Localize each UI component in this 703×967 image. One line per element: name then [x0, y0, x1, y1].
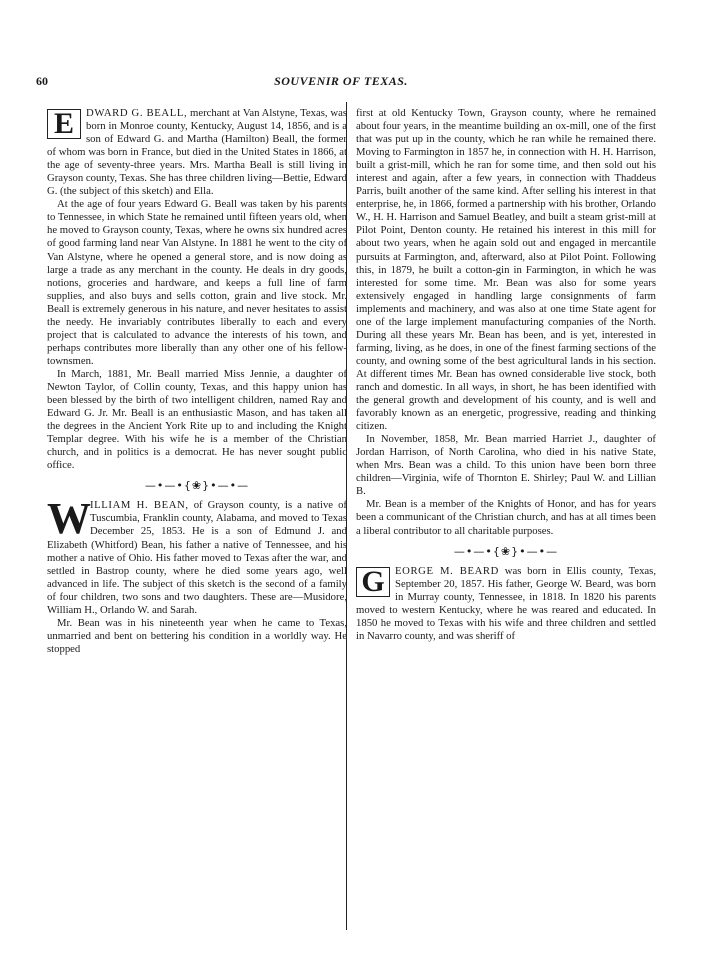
- bean-name: ILLIAM H. BEAN,: [90, 499, 189, 512]
- section-ornament-2: —•—•{❀}•—•—: [453, 544, 559, 558]
- page-header: [36, 74, 646, 92]
- right-column: [356, 107, 656, 643]
- dropcap-w: W: [47, 494, 91, 544]
- beall-name: DWARD G. BEALL,: [86, 107, 188, 119]
- beall-text-1: merchant at Van Alstyne, Texas, was born in Monroe county, Kentucky, August 14, 1856, and is a son of Edward G. and Martha (Hamilton) Beall, the former of whom was born in France, but died in the United States in 1866, at the age of seventy-three years. Mrs. Martha Beall is still living in Grayson county, Texas. She has three children living—Bettie, Edward G. (the subject of this sketch) and Ella.: [47, 107, 347, 198]
- running-title: SOUVENIR OF TEXAS.: [274, 74, 408, 88]
- beard-biography: [356, 565, 656, 643]
- dropcap-g: G: [356, 567, 390, 597]
- bean-paragraph-4: In November, 1858, Mr. Bean married Harriet J., daughter of Jordan Harrison, of North Carolina, who died in his native State, when Mrs. Bean was a child. To this union have been born three children—Virginia, wife of Thornton E. Shirley; Paul W. and Lillian B.: [356, 433, 656, 498]
- bean-text-1: of Grayson county, is a native of Tuscumbia, Franklin county, Alabama, and moved to Texas December 25, 1853. He is a son of Edmund J. and Elizabeth (Whitford) Bean, his father a native of Tennessee, and his mother a native of Ohio. His father moved to Texas after the war, and settled in Bastrop county, where he died some years ago, well advanced in life. The subject of this sketch is the second of a family of four children, two sons and two daughters. These are—Musidore, William H., Orlando W. and Sarah.: [47, 499, 347, 616]
- beall-paragraph-1: [47, 107, 347, 198]
- bean-biography-continued: [356, 107, 656, 538]
- beall-biography: [47, 107, 347, 472]
- beall-paragraph-2: At the age of four years Edward G. Beall was taken by his parents to Tennessee, in which State he remained until fifteen years old, when he moved to Grayson county, Texas, where he owns six hundred acres of good farming land near Van Alstyne. In 1881 he went to the city of Van Alstyne, where he opened a general store, and is now doing as large a trade as any merchant in the county. He deals in dry goods, notions, groceries and hardware, and keeps a full line of farm supplies, and also buys and sells cotton, grain and live stock. Mr. Beall is extremely generous in his nature, and never hesitates to assist the needy. He invariably contributes liberally to each and every project that is calculated to advance the interests of his town, and perhaps contributes more liberally than any other one of his fellow-townsmen.: [47, 198, 347, 367]
- bean-biography: [47, 494, 347, 656]
- dropcap-e: E: [47, 109, 81, 139]
- bean-paragraph-5: Mr. Bean is a member of the Knights of Honor, and has for years been a communicant of the Christian church, and has at all times been a liberal contributor to all charitable purposes.: [356, 498, 656, 537]
- beard-name: EORGE M. BEARD: [395, 564, 499, 577]
- beard-text-1: was born in Ellis county, Texas, September 20, 1857. His father, George W. Beard, was born in Murray county, Tennessee, in 1818. In 1820 his parents moved to western Kentucky, where he was reared and educated. In 1850 he moved to Texas with his wife and three children and settled in Navarro county, and was sheriff of: [356, 564, 657, 642]
- beall-paragraph-3: In March, 1881, Mr. Beall married Miss Jennie, a daughter of Newton Taylor, of Collin county, Texas, and this happy union has been blessed by the birth of two intelligent children, named Ray and Edward G. Jr. Mr. Beall is an enthusiastic Mason, and has taken all the degrees in the Ancient York Rite up to and including the Knight Templar degree. With his wife he is a member of the Christian church, and in politics is a democrat. He has never sought public office.: [47, 367, 347, 472]
- page-number: 60: [36, 74, 48, 88]
- bean-paragraph-2: Mr. Bean was in his nineteenth year when he came to Texas, unmarried and bent on bettering his condition in a worldly way. He stopped: [47, 616, 347, 655]
- section-ornament: —•—•{❀}•—•—: [144, 479, 250, 493]
- bean-paragraph-3: first at old Kentucky Town, Grayson county, where he remained about four years, in the meantime building an ox-mill, one of the first that was put up in the county, which he ran while he remained there. Moving to Farmington in 1857 he, in connection with H. H. Harrison, built a grist-mill, which he ran for some time, and then sold out his interest and again, after a few years, in connection with Thaddeus Parris, built another of the same kind. After selling his interest in that enterprise, he, in 1866, formed a partnership with his brother, Orlando W., H. H. Harrison and Samuel Beatley, and built a steam grist-mill at Pilot Point, Denton county. He retained his interest in this mill for about two years, when he again sold out and engaged in mercantile pursuits at Farmington, and, afterward, also at Pilot Point. Following this, in 1879, he built a cotton-gin in Farmington, in which he was interested for some time. Mr. Bean was also for some years extensively engaged in handling large consignments of farm implements and machinery, and was also at one time State agent for one of the large implement manufacturing companies of the North. During all these years Mr. Bean has been, and is yet, interested in farming, living, as he does, in one of the finest farming sections of the county, and owning some of the best agricultural lands in his section. At different times Mr. Bean has owned considerable live stock, both ranch and domestic. In all ways, in short, he has been identified with the general growth and development of his county, and is well and favorably known as an energetic, progressive, reading and thinking citizen.: [356, 107, 656, 433]
- beard-paragraph-1: [356, 565, 656, 643]
- bean-paragraph-1: [47, 494, 347, 616]
- left-column: [47, 107, 347, 656]
